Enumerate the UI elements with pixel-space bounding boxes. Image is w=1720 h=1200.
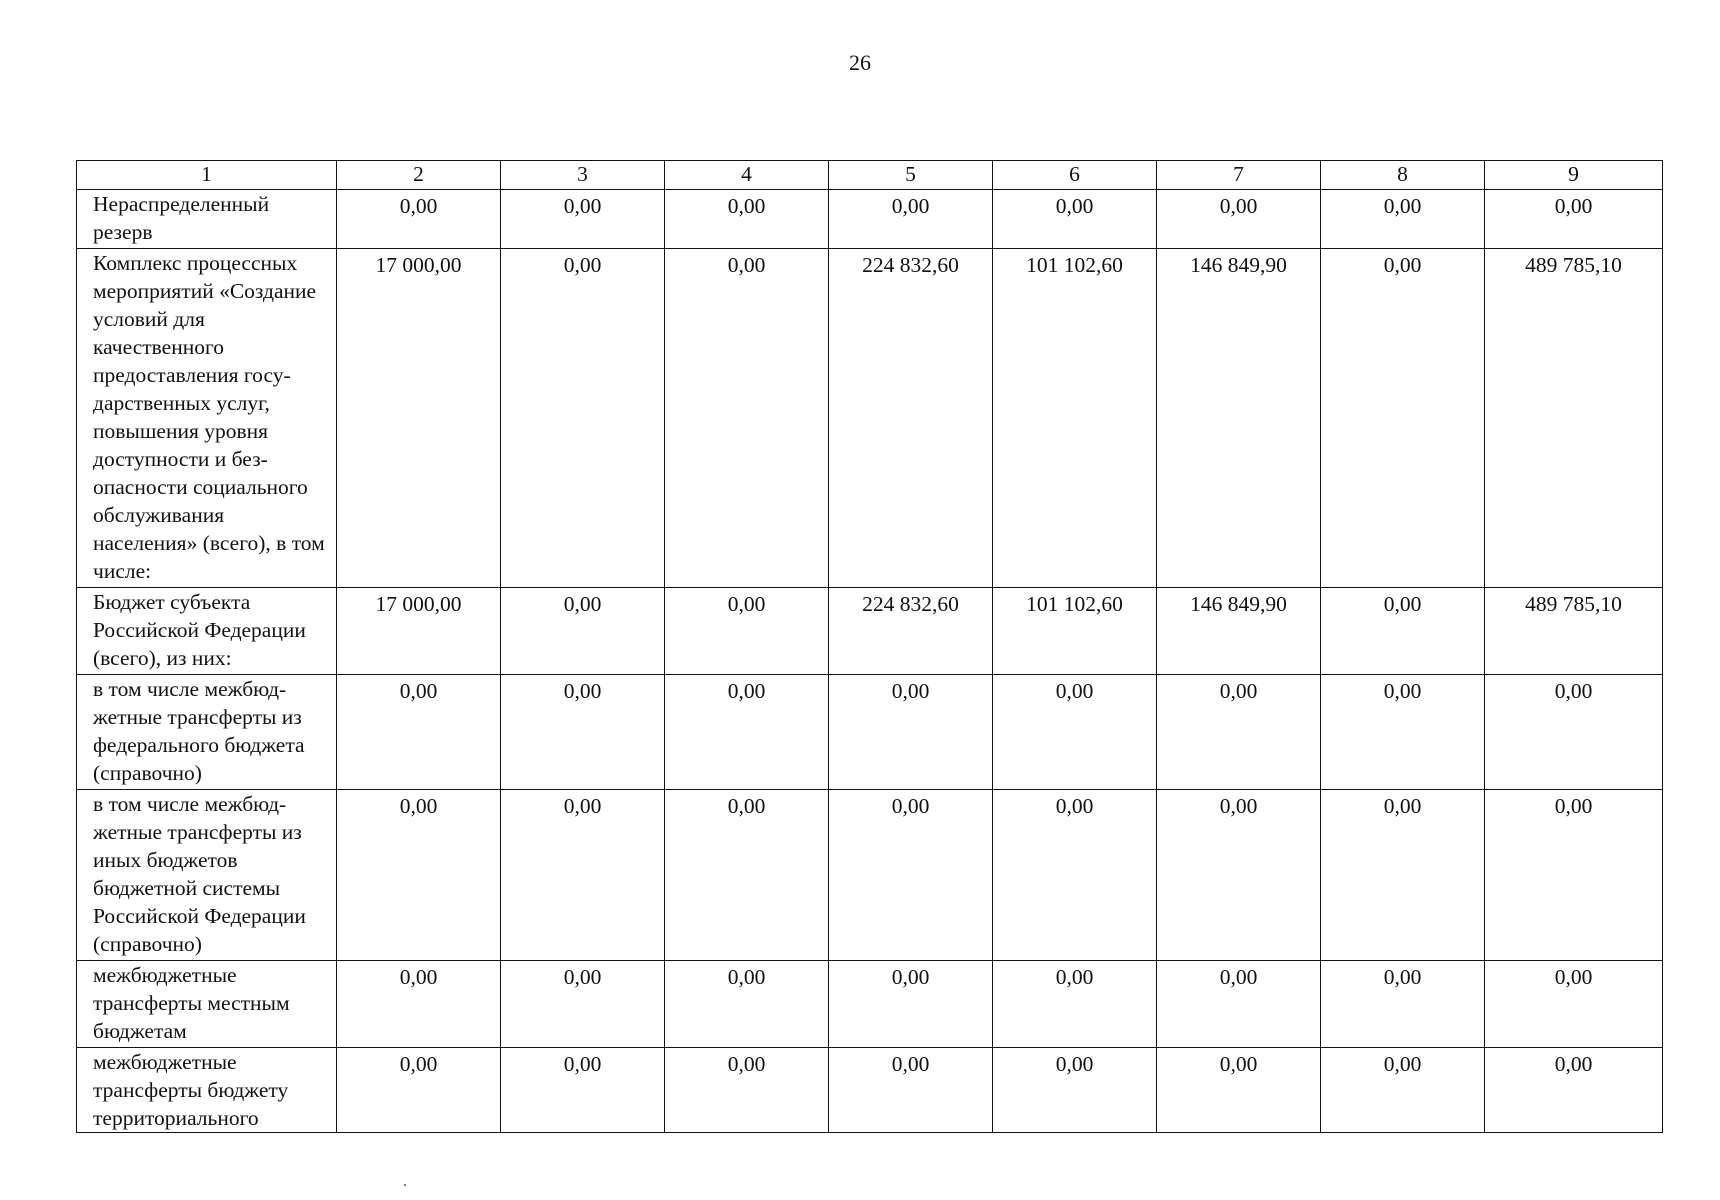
table-cell: 0,00 (1157, 675, 1321, 790)
row-label: в том числе межбюджетные трансферты из федерального бюджета (справочно) (77, 675, 337, 790)
table-cell: 0,00 (1321, 1048, 1485, 1133)
column-header: 6 (993, 161, 1157, 190)
table-cell: 0,00 (501, 1048, 665, 1133)
table-row (77, 249, 1663, 588)
table-row (77, 190, 1663, 249)
table-cell: 0,00 (993, 675, 1157, 790)
scan-speck (404, 1184, 406, 1186)
table-cell: 17 000,00 (337, 249, 501, 588)
table-cell: 0,00 (337, 1048, 501, 1133)
table-cell: 489 785,10 (1485, 588, 1663, 675)
column-header: 2 (337, 161, 501, 190)
table-row (77, 1048, 1663, 1133)
table-cell: 0,00 (1485, 961, 1663, 1048)
table-cell: 0,00 (1485, 190, 1663, 249)
table-cell: 224 832,60 (829, 249, 993, 588)
table-cell: 0,00 (337, 790, 501, 961)
table-cell: 0,00 (829, 190, 993, 249)
table-cell: 0,00 (501, 190, 665, 249)
column-header: 9 (1485, 161, 1663, 190)
header-row (77, 161, 1663, 190)
table-cell: 0,00 (1321, 588, 1485, 675)
table-cell: 0,00 (665, 790, 829, 961)
table-cell: 17 000,00 (337, 588, 501, 675)
table-cell: 0,00 (665, 190, 829, 249)
table-cell: 0,00 (501, 675, 665, 790)
table-cell: 0,00 (665, 1048, 829, 1133)
column-header: 5 (829, 161, 993, 190)
row-label: Нераспределенный резерв (77, 190, 337, 249)
table-row (77, 790, 1663, 961)
column-header: 3 (501, 161, 665, 190)
table-cell: 0,00 (1157, 1048, 1321, 1133)
budget-table (76, 160, 1663, 1133)
table-cell: 0,00 (1485, 1048, 1663, 1133)
table-cell: 0,00 (1157, 961, 1321, 1048)
table-cell: 0,00 (501, 249, 665, 588)
column-header: 8 (1321, 161, 1485, 190)
table-cell: 0,00 (993, 790, 1157, 961)
table-cell: 0,00 (993, 190, 1157, 249)
column-header: 7 (1157, 161, 1321, 190)
table-cell: 0,00 (501, 588, 665, 675)
table-cell: 0,00 (1485, 675, 1663, 790)
table-cell: 0,00 (337, 675, 501, 790)
page-number: 26 (849, 50, 871, 75)
table-row (77, 588, 1663, 675)
row-label: межбюджетные трансферты местным бюджетам (77, 961, 337, 1048)
table-cell: 0,00 (1321, 675, 1485, 790)
table-row (77, 961, 1663, 1048)
table-cell: 0,00 (501, 961, 665, 1048)
table-cell: 0,00 (1157, 190, 1321, 249)
table-cell: 146 849,90 (1157, 249, 1321, 588)
table-cell: 0,00 (829, 675, 993, 790)
table-cell: 224 832,60 (829, 588, 993, 675)
table-row (77, 675, 1663, 790)
table-cell: 0,00 (1321, 790, 1485, 961)
row-label: Бюджет субъекта Российской Федерации (всего), из них: (77, 588, 337, 675)
table-cell: 0,00 (993, 1048, 1157, 1133)
table-cell: 0,00 (665, 249, 829, 588)
table-cell: 0,00 (1485, 790, 1663, 961)
table-cell: 0,00 (829, 961, 993, 1048)
table-cell: 489 785,10 (1485, 249, 1663, 588)
column-header: 4 (665, 161, 829, 190)
table-cell: 0,00 (337, 190, 501, 249)
table-cell: 0,00 (1321, 961, 1485, 1048)
row-label: межбюджетные трансферты бюджету территориального (77, 1048, 337, 1133)
table-cell: 0,00 (337, 961, 501, 1048)
table-cell: 0,00 (1321, 190, 1485, 249)
table-cell: 0,00 (1321, 249, 1485, 588)
table-cell: 0,00 (829, 1048, 993, 1133)
column-header: 1 (77, 161, 337, 190)
row-label: в том числе межбюджетные трансферты из иных бюджетов бюджетной системы Российской Федерации (справочно) (77, 790, 337, 961)
table-cell: 0,00 (665, 675, 829, 790)
row-label: Комплекс процессных мероприятий «Создание условий для качественного предоставления государственных услуг, повышения уровня доступности и безопасности социального обслуживания населения» (всего), в том числе: (77, 249, 337, 588)
table-cell: 146 849,90 (1157, 588, 1321, 675)
table-cell: 0,00 (665, 961, 829, 1048)
table-cell: 0,00 (1157, 790, 1321, 961)
table-cell: 0,00 (993, 961, 1157, 1048)
table-cell: 101 102,60 (993, 588, 1157, 675)
table-cell: 0,00 (829, 790, 993, 961)
table-cell: 0,00 (665, 588, 829, 675)
table-cell: 0,00 (501, 790, 665, 961)
table-cell: 101 102,60 (993, 249, 1157, 588)
